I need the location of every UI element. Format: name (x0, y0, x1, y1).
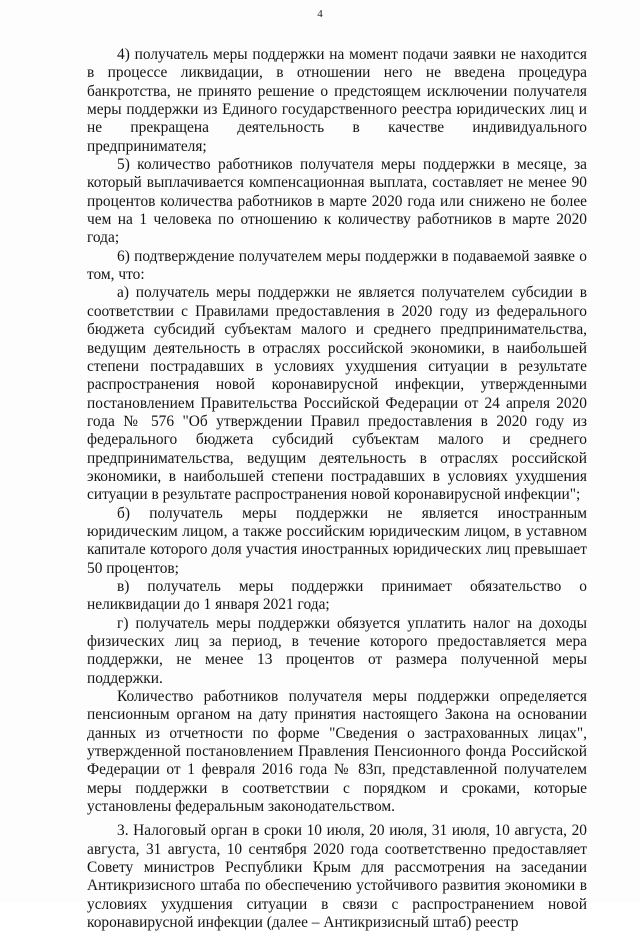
subparagraph-a: а) получатель меры поддержки не является получателем субсидии в соответствии с Правилами предоставления в 2020 году из федерального бюджета субсидий субъектам малого и среднего предпринимательства, ведущим деятельность в отраслях российской экономики, в наибольшей степени пострадавших в условиях ухудшения ситуации в результате распространения новой коронавирусной инфекции, утвержденными постановлением Правительства Российской Федерации от 24 апреля 2020 года № 576 "Об утверждении Правил предоставления в 2020 году из федерального бюджета субсидий субъектам малого и среднего предпринимательства, ведущим деятельность в отраслях российской экономики, в наибольшей степени пострадавших в условиях ухудшения ситуации в результате распространения новой коронавирусной инфекции"; (87, 284, 587, 504)
subparagraph-v: в) получатель меры поддержки принимает обязательство о неликвидации до 1 января 2021 года; (87, 577, 587, 614)
page-number: 4 (317, 8, 323, 20)
paragraph-item-6: 6) подтверждение получателем меры поддержки в подаваемой заявке о том, что: (87, 247, 587, 284)
subparagraph-b: б) получатель меры поддержки не является иностранным юридическим лицом, а также российским юридическим лицом, в уставном капитале которого доля участия иностранных юридических лиц превышает 50 процентов; (87, 504, 587, 577)
paragraph-employee-count: Количество работников получателя меры поддержки определяется пенсионным органом на дату принятия настоящего Закона на основании данных из отчетности по форме "Сведения о застрахованных лицах", утвержденной постановлением Правления Пенсионного фонда Российской Федерации от 1 февраля 2016 года № 83п, представленной получателем меры поддержки в соответствии с порядком и сроками, которые установлены федеральным законодательством. (87, 688, 587, 816)
paragraph-section-3: 3. Налоговый орган в сроки 10 июля, 20 июля, 31 июля, 10 августа, 20 августа, 31 августа, 10 сентября 2020 года соответственно предоставляет Совету министров Республики Крым для рассмотрения на заседании Антикризисного штаба по обеспечению устойчивого развития экономики в условиях ухудшения ситуации в связи с распространением новой коронавирусной инфекции (далее – Антикризисный штаб) реестр (87, 822, 587, 932)
paragraph-item-5: 5) количество работников получателя меры поддержки в месяце, за который выплачивается компенсационная выплата, составляет не менее 90 процентов количества работников в марте 2020 года или снижено не более чем на 1 человека по отношению к количеству работников в марте 2020 года; (87, 156, 587, 247)
subparagraph-g: г) получатель меры поддержки обязуется уплатить налог на доходы физических лиц за период, в течение которого предоставляется мера поддержки, не менее 13 процентов от размера полученной меры поддержки. (87, 614, 587, 687)
document-body (87, 46, 587, 933)
paragraph-item-4: 4) получатель меры поддержки на момент подачи заявки не находится в процессе ликвидации, в отношении него не введена процедура банкротства, не принято решение о предстоящем исключении получателя меры поддержки из Единого государственного реестра юридических лиц и не прекращена деятельность в качестве индивидуального предпринимателя; (87, 46, 587, 155)
